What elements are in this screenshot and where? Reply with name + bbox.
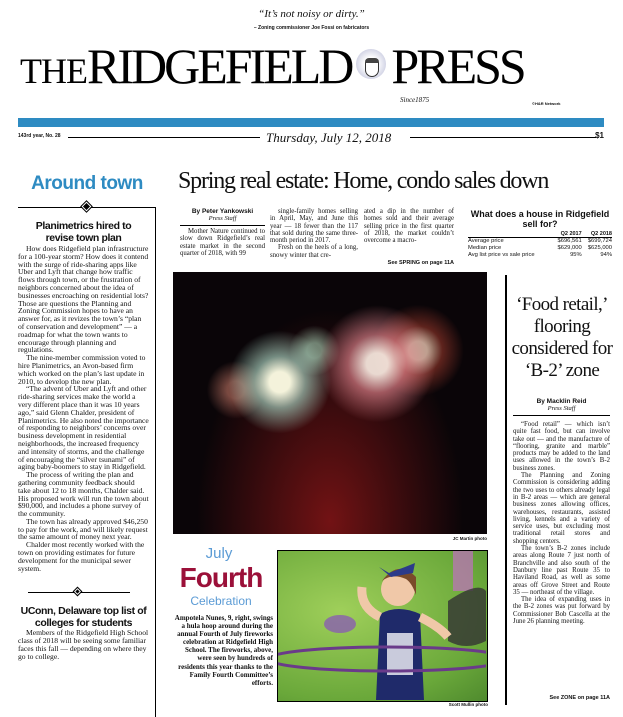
fireworks-photo[interactable] — [173, 272, 487, 534]
story-planimetrics[interactable] — [18, 208, 155, 572]
cell: $629,000 — [557, 245, 582, 251]
issue-number: 143rd year, No. 28 — [18, 133, 61, 139]
zone-headline[interactable]: ‘Food retail,’ flooring considered for ‘B-2’ zone — [511, 294, 613, 381]
masthead[interactable] — [20, 40, 610, 92]
table-row — [468, 238, 612, 246]
issue-date: Thursday, July 12, 2018 — [266, 130, 392, 145]
section-title-around-town: Around town — [31, 173, 143, 194]
paragraph: The nine-member commission voted to hire Planimetrics, an Avon-based firm which worked on the plan’s last update in 2010, to develop the new plan. — [18, 353, 146, 386]
story-headline[interactable]: Planimetrics hired to revise town plan — [35, 220, 132, 244]
masthead-press: PRESS — [391, 38, 524, 94]
masthead-ridgefield: RIDGEFIELD — [86, 38, 352, 94]
row-label: Avg list price vs sale price — [468, 252, 535, 258]
divider — [180, 225, 265, 226]
lead-headline[interactable]: Spring real estate: Home, condo sales down — [178, 168, 549, 194]
paragraph: Members of the Ridgefield High School class of 2018 will be seeing some familiar faces this fall — depending on where they go to college. — [18, 628, 149, 661]
column-header: Q2 2018 — [582, 229, 612, 238]
paragraph: ated a dip in the number of homes sold and their average selling price in the first quarter of 2018, the market couldn’t overcome a macro- — [364, 208, 454, 245]
table-title: What does a house in Ridgefield sell for? — [470, 209, 610, 229]
photo-credit: JC Martin photo — [452, 536, 487, 541]
around-town-box — [18, 207, 156, 717]
cell: $696,561 — [557, 238, 582, 244]
july-label: July — [205, 545, 233, 562]
celebration-label: Celebration — [190, 594, 252, 608]
paragraph: How does Ridgefield plan infrastructure for a 100-year storm? How does it contend with the surge of ride-sharing apps like Uber and Lyft that change how traffic flows through town, or the frustration of neighbors concerned about the idea of businesses encroaching on residential lots? Those are questions the Planning and Zoning Commission hopes to have an answer for, as it revizes the town’s “plan of conservation and development” — a roadmap for what the town wants to encourage through planning and regulations. — [18, 244, 149, 355]
byline-staff: Press Staff — [208, 215, 237, 222]
acorn-icon — [356, 49, 386, 79]
jump-link[interactable]: See ZONE on page 11A — [549, 695, 610, 701]
top-quote: “It’s not noisy or dirty.” — [258, 8, 365, 20]
table-row — [468, 245, 612, 252]
photo-credit: Scott Mullin photo — [448, 702, 488, 707]
cell: 95% — [570, 252, 582, 258]
lead-col-1 — [180, 208, 265, 257]
paragraph: The idea of expanding uses in the B-2 zones was put forward by Commissioner Bob Cascella at the June 26 planning meeting. — [513, 596, 610, 626]
paragraph: Mother Nature continued to slow down Ridgefield’s real estate market in the second quarter of 2018, with 99 — [180, 228, 265, 257]
row-label: Average price — [468, 238, 504, 244]
quote-attribution: – Zoning commissioner Joe Fossi on fabricators — [253, 25, 370, 31]
price: $1 — [595, 131, 604, 140]
since-label: Since1875 — [400, 96, 430, 104]
masthead-bar — [18, 118, 604, 127]
paragraph: Chalder most recently worked with the town on providing estimates for future development for the municipal sewer system. — [18, 540, 145, 573]
lead-col-2 — [270, 208, 358, 259]
paragraph: The town’s B-2 zones include areas along Route 7 just north of Branchville and also south of the Danbury line past Route 35 to Haviland Road, as well as some areas off Grove Street and Route 35 — northeast of the village. — [513, 545, 610, 596]
divider — [410, 137, 596, 138]
paragraph: single-family homes selling in April, May, and June this year — 18 fewer than the 117 that sold during the same three-month period in 2017. — [270, 208, 358, 245]
dateline — [18, 130, 604, 144]
jump-link[interactable]: See SPRING on page 11A — [387, 260, 454, 266]
table-row — [468, 252, 612, 259]
byline: By Macklin Reid — [536, 398, 587, 405]
photo-caption: Ampotela Nunes, 9, right, swings a hula hoop around during the annual Fourth of July fireworks celebration at Ridgefield High School. The fireworks, above, were seen by hundreds of residents this year thanks to the Family Fourth Committee’s efforts. — [174, 614, 273, 687]
cell: $699,724 — [587, 238, 612, 244]
paragraph: The Planning and Zoning Commission is considering adding the two uses to others already legal in B-2 areas — which are general business zones allowing offices, warehouses, restaurants, assisted living, kennels and a variety of service uses, but excluding most traditional retail stores and shopping centers. — [513, 472, 610, 545]
cell: 94% — [600, 252, 612, 258]
cell: $625,000 — [587, 245, 612, 251]
fourth-label: Fourth — [179, 562, 263, 593]
lead-col-3 — [364, 208, 454, 244]
divider — [68, 137, 260, 138]
hula-hoop-photo[interactable] — [277, 550, 488, 702]
paragraph: “The advent of Uber and Lyft and other ride-sharing services make the world a very different place than it was 10 years ago,” said Glenn Chalder, president of Planimetrics. He also noted the importance of responding to neighbors’ concerns over business development in residential neighborhoods, the increased frequency and intensity of storms, and the challenge of encouraging the “silver tsunami” of aging baby-boomers to stay in Ridgefield. — [18, 384, 149, 472]
paragraph: The process of writing the plan and gathering community feedback should take about 12 to 18 months, Chalder said. His proposed work will run the town about $90,000, and includes a phone survey of the community. — [18, 470, 149, 519]
column-divider — [505, 275, 507, 705]
divider — [28, 592, 130, 593]
paragraph: “Food retail” — which isn’t quite fast food, but can involve take out — and the manufacture of “flooring, granite and marble” products may be added to the land uses allowed in the town’s B-2 business zones. — [513, 421, 610, 472]
paragraph: The town has already approved $46,250 to pay for the work, and will likely request the same amount of money next year. — [18, 516, 148, 542]
row-label: Median price — [468, 245, 502, 251]
story-headline[interactable]: UConn, Delaware top list of colleges for students — [20, 605, 147, 630]
price-table — [468, 209, 612, 259]
masthead-the: THE — [20, 51, 87, 91]
byline: By Peter Yankowski — [191, 208, 254, 215]
paragraph: Fresh on the heels of a long, snowy winter that cre- — [270, 244, 358, 259]
story-colleges[interactable] — [18, 593, 155, 660]
divider — [513, 415, 610, 416]
network-label: ©H&R Network — [532, 101, 561, 106]
column-header: Q2 2017 — [551, 229, 581, 238]
byline-staff: Press Staff — [547, 405, 576, 412]
girl-illustration — [278, 551, 486, 700]
zone-story — [513, 398, 610, 625]
